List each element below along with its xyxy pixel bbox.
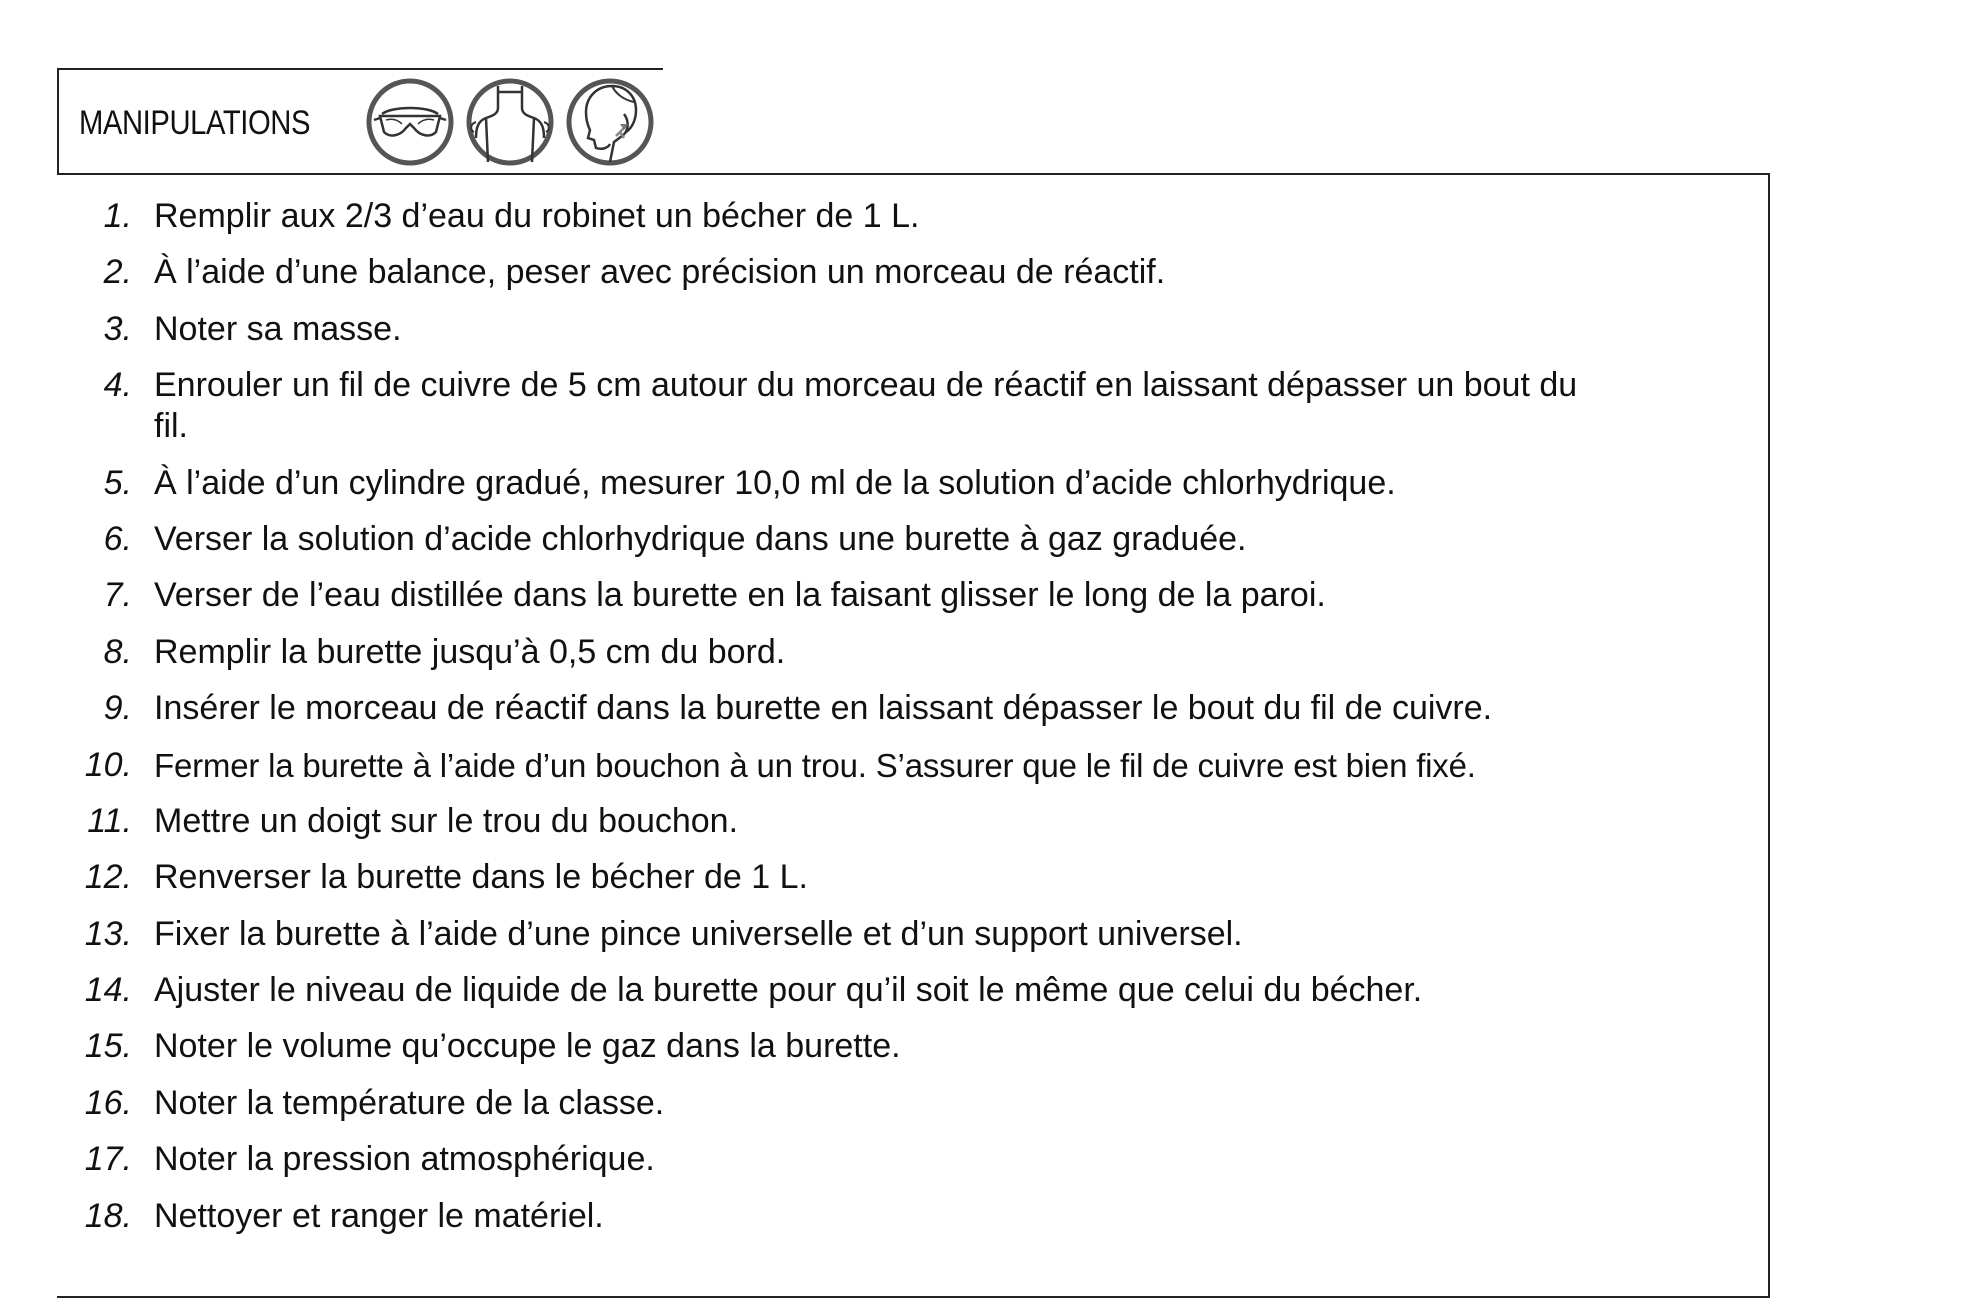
step-number: 10. [84, 745, 132, 784]
list-item [57, 857, 1757, 898]
steps-list [57, 196, 1757, 1252]
list-item [57, 1026, 1757, 1067]
safety-icons [366, 78, 654, 166]
step-number: 7. [103, 576, 132, 615]
step-text: Noter sa masse. [154, 309, 402, 348]
section-title: MANIPULATIONS [79, 104, 311, 142]
step-number: 18. [84, 1196, 132, 1235]
step-text: Noter la pression atmosphérique. [154, 1140, 655, 1179]
step-number: 2. [103, 253, 132, 292]
step-text: Remplir aux 2/3 d’eau du robinet un bécher de 1 L. [154, 197, 920, 235]
step-text: Noter la température de la classe. [154, 1083, 665, 1122]
safety-goggles-icon [366, 78, 454, 166]
list-item [57, 365, 1757, 447]
list-item [57, 688, 1757, 729]
step-number: 15. [84, 1027, 132, 1066]
step-text: Ajuster le niveau de liquide de la burette pour qu’il soit le même que celui du bécher. [154, 971, 1423, 1010]
step-number: 5. [103, 463, 132, 502]
step-text: Enrouler un fil de cuivre de 5 cm autour du morceau de réactif en laissant dépasser un bout du fil. [154, 366, 1578, 446]
step-number: 9. [103, 689, 132, 728]
step-number: 14. [84, 971, 132, 1010]
list-item [57, 1083, 1757, 1124]
list-item [57, 970, 1757, 1011]
list-item [57, 196, 1757, 237]
step-number: 11. [87, 801, 132, 840]
list-item [57, 1139, 1757, 1180]
step-number: 4. [103, 366, 132, 405]
list-item [57, 801, 1757, 842]
list-item [57, 914, 1757, 955]
step-text: Renverser la burette dans le bécher de 1 L. [154, 858, 808, 897]
step-number: 6. [103, 519, 132, 558]
step-text: Verser de l’eau distillée dans la burette en la faisant glisser le long de la paroi. [154, 576, 1326, 615]
step-number: 12. [84, 858, 132, 897]
step-text: Fermer la burette à l’aide d’un bouchon à un trou. S’assurer que le fil de cuivre est bien fixé. [154, 746, 1476, 784]
step-number: 3. [103, 309, 132, 348]
step-number: 13. [84, 914, 132, 953]
lab-apron-icon [466, 78, 554, 166]
list-item [57, 632, 1757, 673]
list-item [57, 575, 1757, 616]
tied-hair-icon [566, 78, 654, 166]
list-item [57, 519, 1757, 560]
step-text: À l’aide d’une balance, peser avec précision un morceau de réactif. [154, 253, 1166, 292]
step-number: 8. [103, 632, 132, 671]
list-item [57, 463, 1757, 504]
step-text: Remplir la burette jusqu’à 0,5 cm du bord. [154, 632, 786, 671]
step-text: Nettoyer et ranger le matériel. [154, 1196, 604, 1235]
list-item [57, 1196, 1757, 1237]
step-number: 16. [84, 1083, 132, 1122]
step-text: Fixer la burette à l’aide d’une pince universelle et d’un support universel. [154, 914, 1243, 953]
step-text: Mettre un doigt sur le trou du bouchon. [154, 801, 739, 840]
step-text: À l’aide d’un cylindre gradué, mesurer 10,0 ml de la solution d’acide chlorhydrique. [154, 463, 1396, 502]
step-number: 17. [84, 1140, 132, 1179]
list-item [57, 745, 1757, 786]
list-item [57, 252, 1757, 293]
step-text: Noter le volume qu’occupe le gaz dans la burette. [154, 1027, 901, 1066]
step-text: Insérer le morceau de réactif dans la burette en laissant dépasser le bout du fil de cuivre. [154, 689, 1493, 728]
step-number: 1. [103, 197, 132, 235]
step-text: Verser la solution d’acide chlorhydrique dans une burette à gaz graduée. [154, 519, 1247, 558]
list-item [57, 309, 1757, 350]
